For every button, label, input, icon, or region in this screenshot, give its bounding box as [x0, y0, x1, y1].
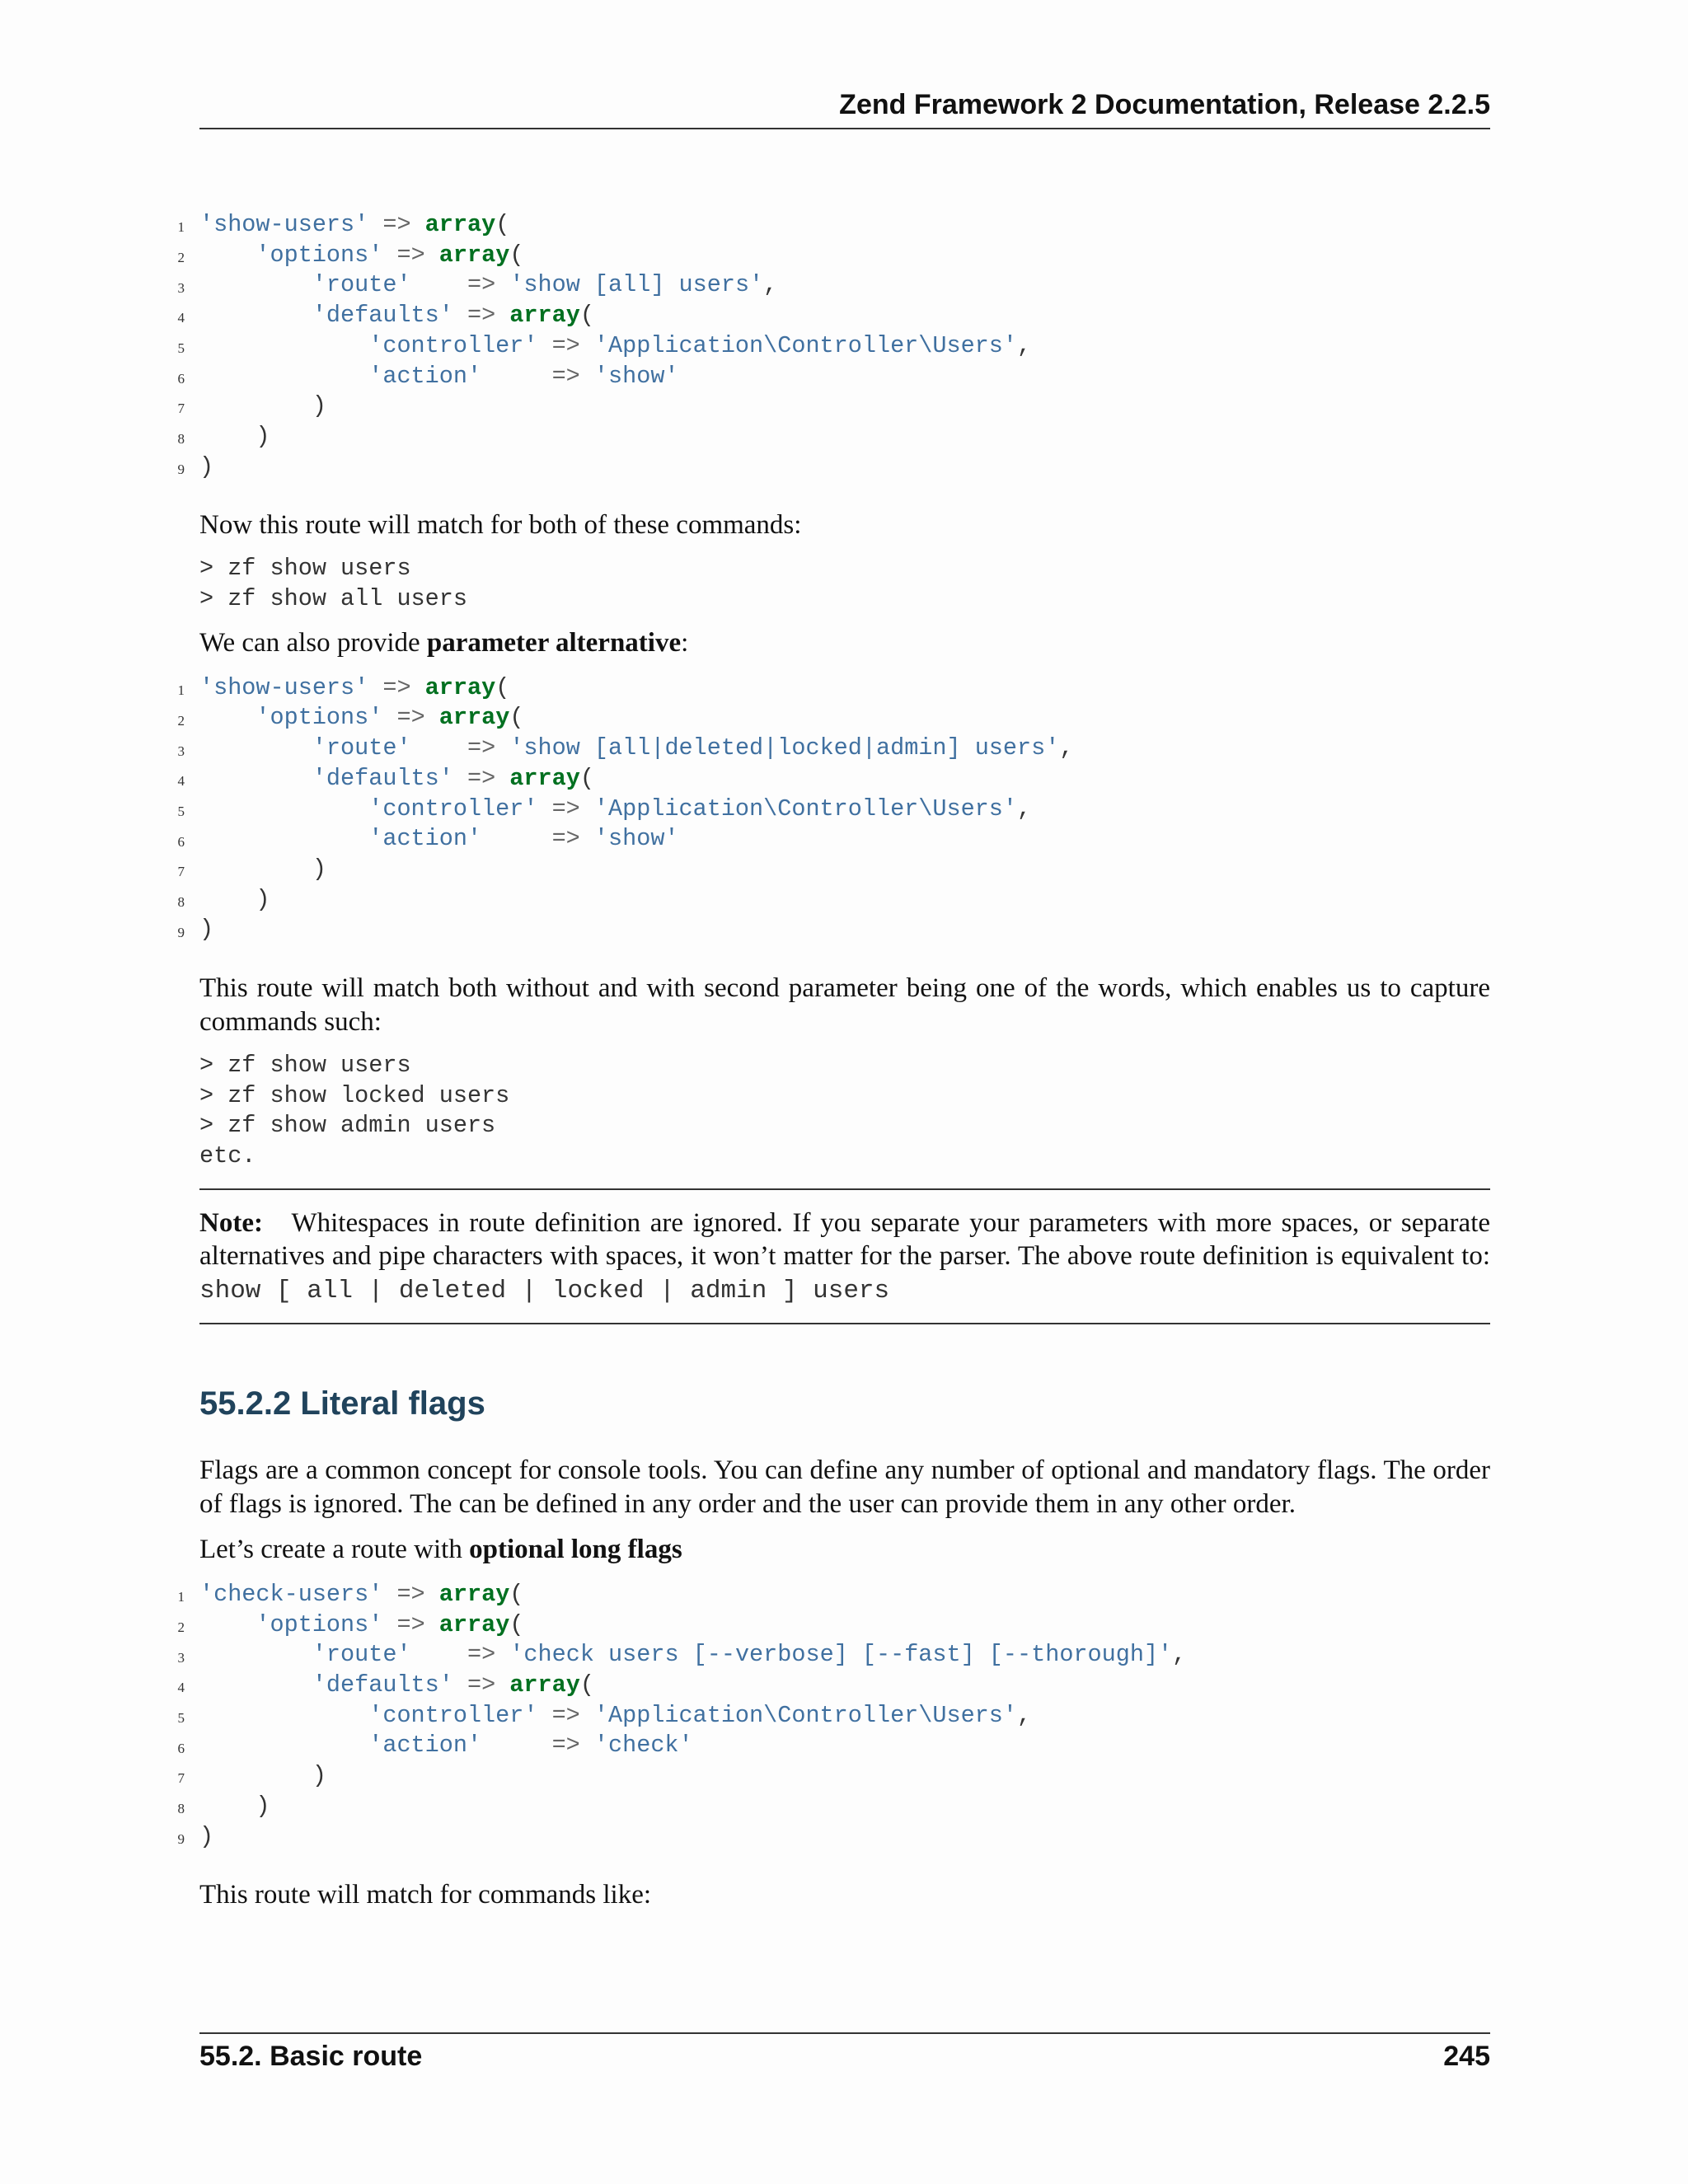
line-number: 8	[177, 431, 185, 447]
line-number: 6	[177, 1740, 185, 1756]
paragraph: Let’s create a route with optional long flags	[199, 1534, 682, 1564]
line-number: 3	[177, 1649, 185, 1666]
line-number: 2	[177, 1619, 185, 1635]
line-number: 6	[177, 371, 185, 387]
line-number: 1	[177, 219, 185, 235]
line-number: 3	[177, 743, 185, 759]
line-number: 4	[177, 1679, 185, 1695]
line-number: 4	[177, 772, 185, 789]
line-number: 7	[177, 401, 185, 416]
line-number: 9	[177, 1830, 185, 1847]
line-number: 2	[177, 250, 185, 265]
page-footer	[199, 2032, 1490, 2073]
note-box	[199, 1188, 1490, 1324]
line-number: 5	[177, 340, 185, 356]
code-block: 1 2 3 4 5 6 7 8 9 'show-users' => array( 'options' => array( 'route' => 'show [all|deleted|locked|admin] users', 'defaults' => array( 'controller' => 'Application\Controller\Users', 'action' => 'show' ) ) )	[199, 673, 1490, 945]
page-number: 245	[1443, 2041, 1490, 2072]
footer-section: 55.2. Basic route	[199, 2041, 423, 2072]
line-number: 3	[177, 280, 185, 296]
code-block: 1 2 3 4 5 6 7 8 9 'show-users' => array( 'options' => array( 'route' => 'show [all] users', 'defaults' => array( 'controller' => 'Application\Controller\Users', 'action' => 'show' ) ) )	[199, 210, 1490, 482]
paragraph: This route will match for commands like:	[199, 1880, 652, 1910]
note-code: show [ all | deleted | locked | admin ] users	[199, 1276, 890, 1305]
line-number: 1	[177, 682, 185, 698]
line-number: 9	[177, 462, 185, 477]
page-header: Zend Framework 2 Documentation, Release 2.2.5	[199, 89, 1490, 129]
note-label: Note:	[199, 1207, 263, 1238]
code-block: 1 2 3 4 5 6 7 8 9 'check-users' => array( 'options' => array( 'route' => 'check users [--verbose] [--fast] [--thorough]', 'defaults' => array( 'controller' => 'Application\Controller\Users', 'action' => 'check' ) ) )	[199, 1580, 1490, 1852]
paragraph: We can also provide parameter alternative:	[199, 627, 689, 658]
line-number: 7	[177, 863, 185, 879]
note-text: Note: Whitespaces in route definition are ignored. If you separate your parameters with more spaces, or separate alternatives and pipe characters with spaces, it won’t matter for the parser. The above route definition is equivalent to: show [ all | deleted | locked | admin ] users	[199, 1207, 1491, 1305]
line-number: 8	[177, 893, 185, 910]
line-number: 1	[177, 1588, 185, 1605]
line-number: 9	[177, 924, 185, 940]
line-number: 8	[177, 1800, 185, 1816]
paragraph: This route will match both without and with second parameter being one of the words, which enables us to capture commands such:	[199, 973, 1490, 1038]
line-number: 4	[177, 310, 185, 326]
line-number: 2	[177, 712, 185, 729]
section-title: 55.2.2 Literal flags	[199, 1385, 485, 1422]
console-example: > zf show users > zf show locked users > zf show admin users etc.	[199, 1052, 510, 1170]
page-content	[177, 210, 1491, 1912]
line-number: 7	[177, 1769, 185, 1786]
paragraph: Flags are a common concept for console tools. You can define any number of optional and mandatory flags. The order of flags is ignored. The can be defined in any order and the user can provide them in any other order.	[199, 1455, 1490, 1519]
line-number: 6	[177, 833, 185, 850]
line-number: 5	[177, 1709, 185, 1726]
paragraph: Now this route will match for both of these commands:	[199, 510, 802, 541]
console-example: > zf show users > zf show all users	[199, 555, 467, 613]
line-number: 5	[177, 803, 185, 819]
